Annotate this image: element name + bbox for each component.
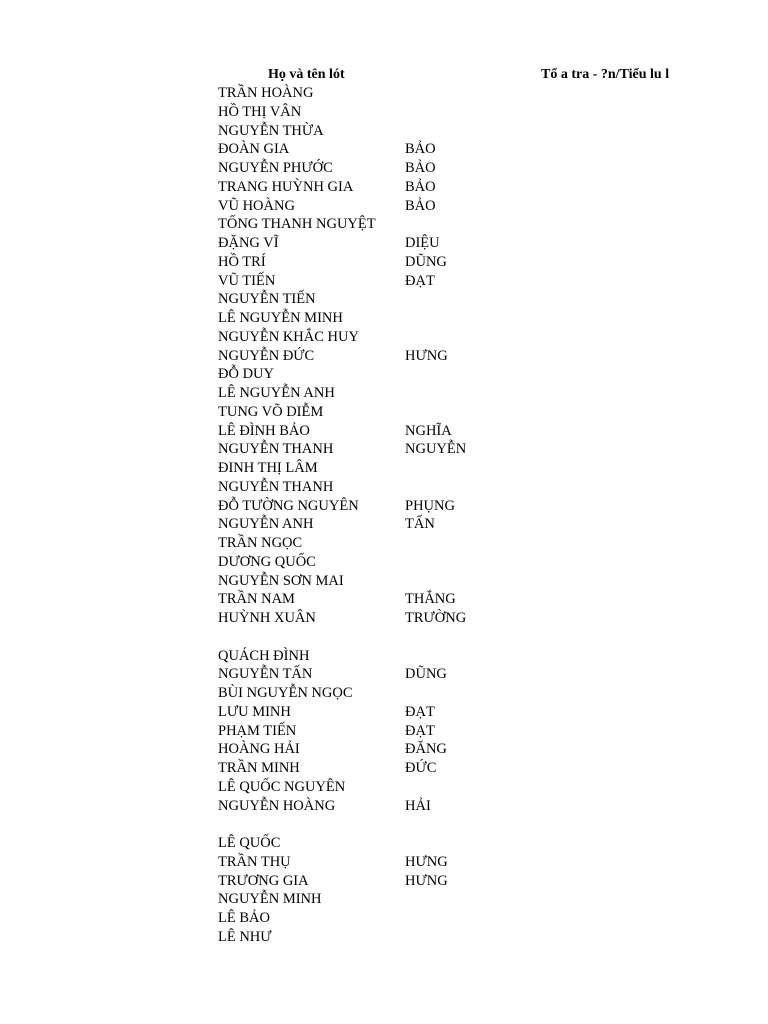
cell-last-middle-name: TỐNG THANH NGUYỆT xyxy=(218,216,376,233)
table-row xyxy=(218,84,518,103)
cell-last-middle-name: NGUYỄN THANH xyxy=(218,441,334,458)
cell-last-middle-name: HOÀNG HẢI xyxy=(218,741,300,758)
cell-last-middle-name: HUỲNH XUÂN xyxy=(218,610,316,626)
cell-last-middle-name: TRẦN MINH xyxy=(218,760,300,776)
cell-first-name: TẤN xyxy=(405,516,435,533)
table-row xyxy=(218,178,518,197)
cell-first-name: ĐẠT xyxy=(405,703,435,720)
cell-first-name: DŨNG xyxy=(405,253,447,270)
table-row xyxy=(218,534,518,553)
cell-first-name: NGHĨA xyxy=(405,422,452,439)
table-row xyxy=(218,590,518,609)
cell-last-middle-name: VŨ TIẾN xyxy=(218,272,276,289)
header-name-column: Họ và tên lót xyxy=(268,67,345,82)
cell-last-middle-name: PHẠM TIẾN xyxy=(218,722,297,739)
table-row xyxy=(218,440,518,459)
table-row xyxy=(218,422,518,441)
cell-first-name: DŨNG xyxy=(405,666,447,683)
table-row xyxy=(218,384,518,403)
table-row xyxy=(218,740,518,759)
table-row xyxy=(218,797,518,816)
cell-last-middle-name: HỒ THỊ VÂN xyxy=(218,103,302,120)
cell-last-middle-name: LÊ NGUYỄN MINH xyxy=(218,310,343,326)
cell-last-middle-name: NGUYỄN HOÀNG xyxy=(218,797,336,814)
table-row xyxy=(218,159,518,178)
table-row xyxy=(218,459,518,478)
table-row xyxy=(218,572,518,591)
cell-last-middle-name: NGUYỄN MINH xyxy=(218,891,322,908)
cell-first-name: ĐẠT xyxy=(405,272,435,289)
table-row xyxy=(218,309,518,328)
cell-last-middle-name: LÊ QUỐC NGUYÊN xyxy=(218,778,346,795)
cell-last-middle-name: NGUYỄN THANH xyxy=(218,478,334,495)
cell-last-middle-name: ĐOÀN GIA xyxy=(218,141,290,158)
cell-first-name: BẢO xyxy=(405,160,436,176)
table-row xyxy=(218,403,518,422)
cell-first-name: BẢO xyxy=(405,197,436,214)
cell-first-name: HƯNG xyxy=(405,872,448,889)
table-row xyxy=(218,834,518,853)
cell-last-middle-name: DƯƠNG QUỐC xyxy=(218,553,316,570)
cell-last-middle-name: NGUYỄN THỪA xyxy=(218,122,324,139)
table-row xyxy=(218,365,518,384)
table-row xyxy=(218,722,518,741)
cell-last-middle-name: LƯU MINH xyxy=(218,703,291,720)
table-row xyxy=(218,497,518,516)
header-score-column: Tổ a tra - ?n/Tiểu lu l xyxy=(541,67,670,82)
table-row xyxy=(218,778,518,797)
cell-last-middle-name: QUÁCH ĐÌNH xyxy=(218,647,310,664)
table-row xyxy=(218,928,518,947)
table-row xyxy=(218,103,518,122)
cell-last-middle-name: NGUYỄN TIẾN xyxy=(218,291,316,308)
cell-last-middle-name: TRẦN NAM xyxy=(218,591,295,608)
table-row xyxy=(218,815,518,834)
table-row xyxy=(218,253,518,272)
cell-first-name: HƯNG xyxy=(405,347,448,364)
table-row xyxy=(218,609,518,628)
cell-first-name: NGUYỄN xyxy=(405,441,467,458)
cell-last-middle-name: HỒ TRÍ xyxy=(218,253,266,270)
table-row xyxy=(218,290,518,309)
cell-first-name: ĐẠT xyxy=(405,722,435,739)
cell-last-middle-name: ĐINH THỊ LÂM xyxy=(218,460,318,476)
cell-last-middle-name: NGUYỄN KHẮC HUY xyxy=(218,328,359,345)
table-row xyxy=(218,328,518,347)
student-list xyxy=(218,84,518,947)
cell-first-name: TRƯỜNG xyxy=(405,610,467,626)
cell-last-middle-name: LÊ NGUYỄN ANH xyxy=(218,385,335,401)
cell-first-name: PHỤNG xyxy=(405,497,455,514)
cell-last-middle-name: ĐỖ TƯỜNG NGUYÊN xyxy=(218,497,359,514)
cell-first-name: HẢI xyxy=(405,797,431,814)
table-row xyxy=(218,684,518,703)
cell-last-middle-name: LÊ QUỐC xyxy=(218,835,281,851)
cell-last-middle-name: TRANG HUỲNH GIA xyxy=(218,178,354,195)
table-row xyxy=(218,703,518,722)
cell-last-middle-name: ĐẶNG VĨ xyxy=(218,235,279,251)
table-row xyxy=(218,909,518,928)
cell-last-middle-name: NGUYỄN SƠN MAI xyxy=(218,572,344,589)
cell-first-name: DIỆU xyxy=(405,235,440,251)
cell-last-middle-name: ĐỖ DUY xyxy=(218,366,274,383)
table-row xyxy=(218,515,518,534)
cell-last-middle-name: LÊ ĐÌNH BẢO xyxy=(218,422,310,439)
cell-first-name: THẮNG xyxy=(405,591,456,608)
table-row xyxy=(218,215,518,234)
cell-last-middle-name: NGUYỄN ĐỨC xyxy=(218,347,315,364)
cell-last-middle-name: TRƯƠNG GIA xyxy=(218,872,309,889)
table-row xyxy=(218,759,518,778)
table-row xyxy=(218,665,518,684)
table-row xyxy=(218,122,518,141)
cell-last-middle-name: TUNG VÕ DIỄM xyxy=(218,403,324,420)
table-row xyxy=(218,853,518,872)
table-row xyxy=(218,140,518,159)
table-row xyxy=(218,478,518,497)
table-row xyxy=(218,647,518,666)
cell-last-middle-name: TRẦN HOÀNG xyxy=(218,85,314,101)
cell-last-middle-name: NGUYỄN PHƯỚC xyxy=(218,160,333,176)
table-row xyxy=(218,347,518,366)
table-row xyxy=(218,890,518,909)
cell-first-name: BẢO xyxy=(405,141,436,158)
table-row xyxy=(218,197,518,216)
cell-last-middle-name: TRẦN THỤ xyxy=(218,853,291,870)
table-row xyxy=(218,553,518,572)
cell-last-middle-name: VŨ HOÀNG xyxy=(218,197,295,214)
table-row xyxy=(218,272,518,291)
table-row xyxy=(218,234,518,253)
cell-last-middle-name: NGUYỄN ANH xyxy=(218,516,314,533)
cell-last-middle-name: LÊ NHƯ xyxy=(218,928,272,945)
cell-last-middle-name: NGUYỄN TẤN xyxy=(218,666,313,683)
cell-first-name: ĐĂNG xyxy=(405,741,447,758)
table-row xyxy=(218,628,518,647)
cell-first-name: BẢO xyxy=(405,178,436,195)
cell-last-middle-name: BÙI NGUYỄN NGỌC xyxy=(218,685,353,701)
cell-first-name: HƯNG xyxy=(405,853,448,870)
cell-last-middle-name: LÊ BẢO xyxy=(218,910,270,926)
cell-first-name: ĐỨC xyxy=(405,760,437,776)
table-row xyxy=(218,872,518,891)
cell-last-middle-name: TRẦN NGỌC xyxy=(218,535,303,551)
